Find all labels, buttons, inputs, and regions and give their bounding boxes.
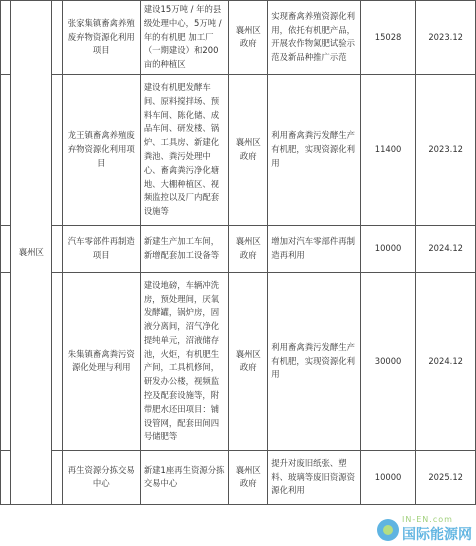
table-row [1, 74, 476, 225]
completion-date-cell: 2023.12 [416, 74, 476, 225]
index-cell [1, 450, 11, 504]
region-cell: 襄州区 [11, 1, 52, 505]
blank-cell [52, 450, 62, 504]
investment-cell: 11400 [360, 74, 416, 225]
investment-cell: 30000 [360, 272, 416, 450]
expected-effect-cell: 提升对废旧纸张、塑料、玻璃等废旧资源资源化利用 [268, 450, 361, 504]
watermark [377, 515, 472, 544]
watermark-logo-icon [377, 519, 399, 541]
table-row [1, 1, 476, 75]
expected-effect-cell: 利用畜禽粪污发酵生产有机肥，实现资源化利用 [268, 74, 361, 225]
table-row [1, 450, 476, 504]
completion-date-cell: 2024.12 [416, 272, 476, 450]
project-name-cell: 再生资源分拣交易中心 [62, 450, 140, 504]
completion-date-cell: 2025.12 [416, 450, 476, 504]
index-cell [1, 225, 11, 272]
responsible-unit-cell: 襄州区政府 [229, 450, 268, 504]
expected-effect-cell: 利用畜禽粪污发酵生产有机肥，实现资源化利用 [268, 272, 361, 450]
project-name-cell: 张家集镇畜禽养殖废弃物资源化利用项目 [62, 1, 140, 75]
index-cell [1, 1, 11, 75]
expected-effect-cell: 增加对汽车零部件再制造再利用 [268, 225, 361, 272]
construction-content-cell: 新建生产加工车间，新增配套加工设备等 [140, 225, 228, 272]
completion-date-cell: 2024.12 [416, 225, 476, 272]
index-cell [1, 272, 11, 450]
table-row [1, 272, 476, 450]
construction-content-cell: 建设地磅，车辆冲洗房，预处理间，厌氧发酵罐，锅炉房，固液分离间，沼气净化提纯单元，沼液储存池，火炬，有机肥生产间，工具机修间，研发办公楼，视频监控及配套设施等，附带肥水还田项目：铺设管网，配套田间四号储肥等 [140, 272, 228, 450]
blank-cell [52, 1, 62, 75]
project-name-cell: 朱集镇畜禽粪污资源化处理与利用 [62, 272, 140, 450]
construction-content-cell: 新建1座再生资源分拣交易中心 [140, 450, 228, 504]
investment-cell: 15028 [360, 1, 416, 75]
responsible-unit-cell: 襄州区政府 [229, 225, 268, 272]
construction-content-cell: 建设有机肥发酵车间、原料搅拌场、预料车间、陈化储、成品车间、研发楼、锅炉、工具房、新建化粪池、粪污处理中心、畜禽粪污净化塘地、大棚种植区、视频监控以及厂内配套设施等 [140, 74, 228, 225]
responsible-unit-cell: 襄州区政府 [229, 1, 268, 75]
investment-cell: 10000 [360, 450, 416, 504]
construction-content-cell: 建设15万吨 / 年的县级处理中心，5万吨 / 年的有机肥 加工厂 （一期建设）和200亩的种植区 [140, 1, 228, 75]
blank-cell [52, 74, 62, 225]
index-cell [1, 74, 11, 225]
table-row [1, 225, 476, 272]
responsible-unit-cell: 襄州区政府 [229, 74, 268, 225]
project-name-cell: 龙王镇畜禽养殖废弃物资源化利用项目 [62, 74, 140, 225]
investment-cell: 10000 [360, 225, 416, 272]
watermark-name: 国际能源网 [402, 527, 472, 543]
blank-cell [52, 272, 62, 450]
project-name-cell: 汽车零部件再制造项目 [62, 225, 140, 272]
expected-effect-cell: 实现畜禽养殖资源化利用，依托有机肥产品，开展农作物氮肥试验示范及新品种推广示范 [268, 1, 361, 75]
watermark-url: IN-EN.com [402, 515, 453, 524]
blank-cell [52, 225, 62, 272]
completion-date-cell: 2023.12 [416, 1, 476, 75]
responsible-unit-cell: 襄州区政府 [229, 272, 268, 450]
